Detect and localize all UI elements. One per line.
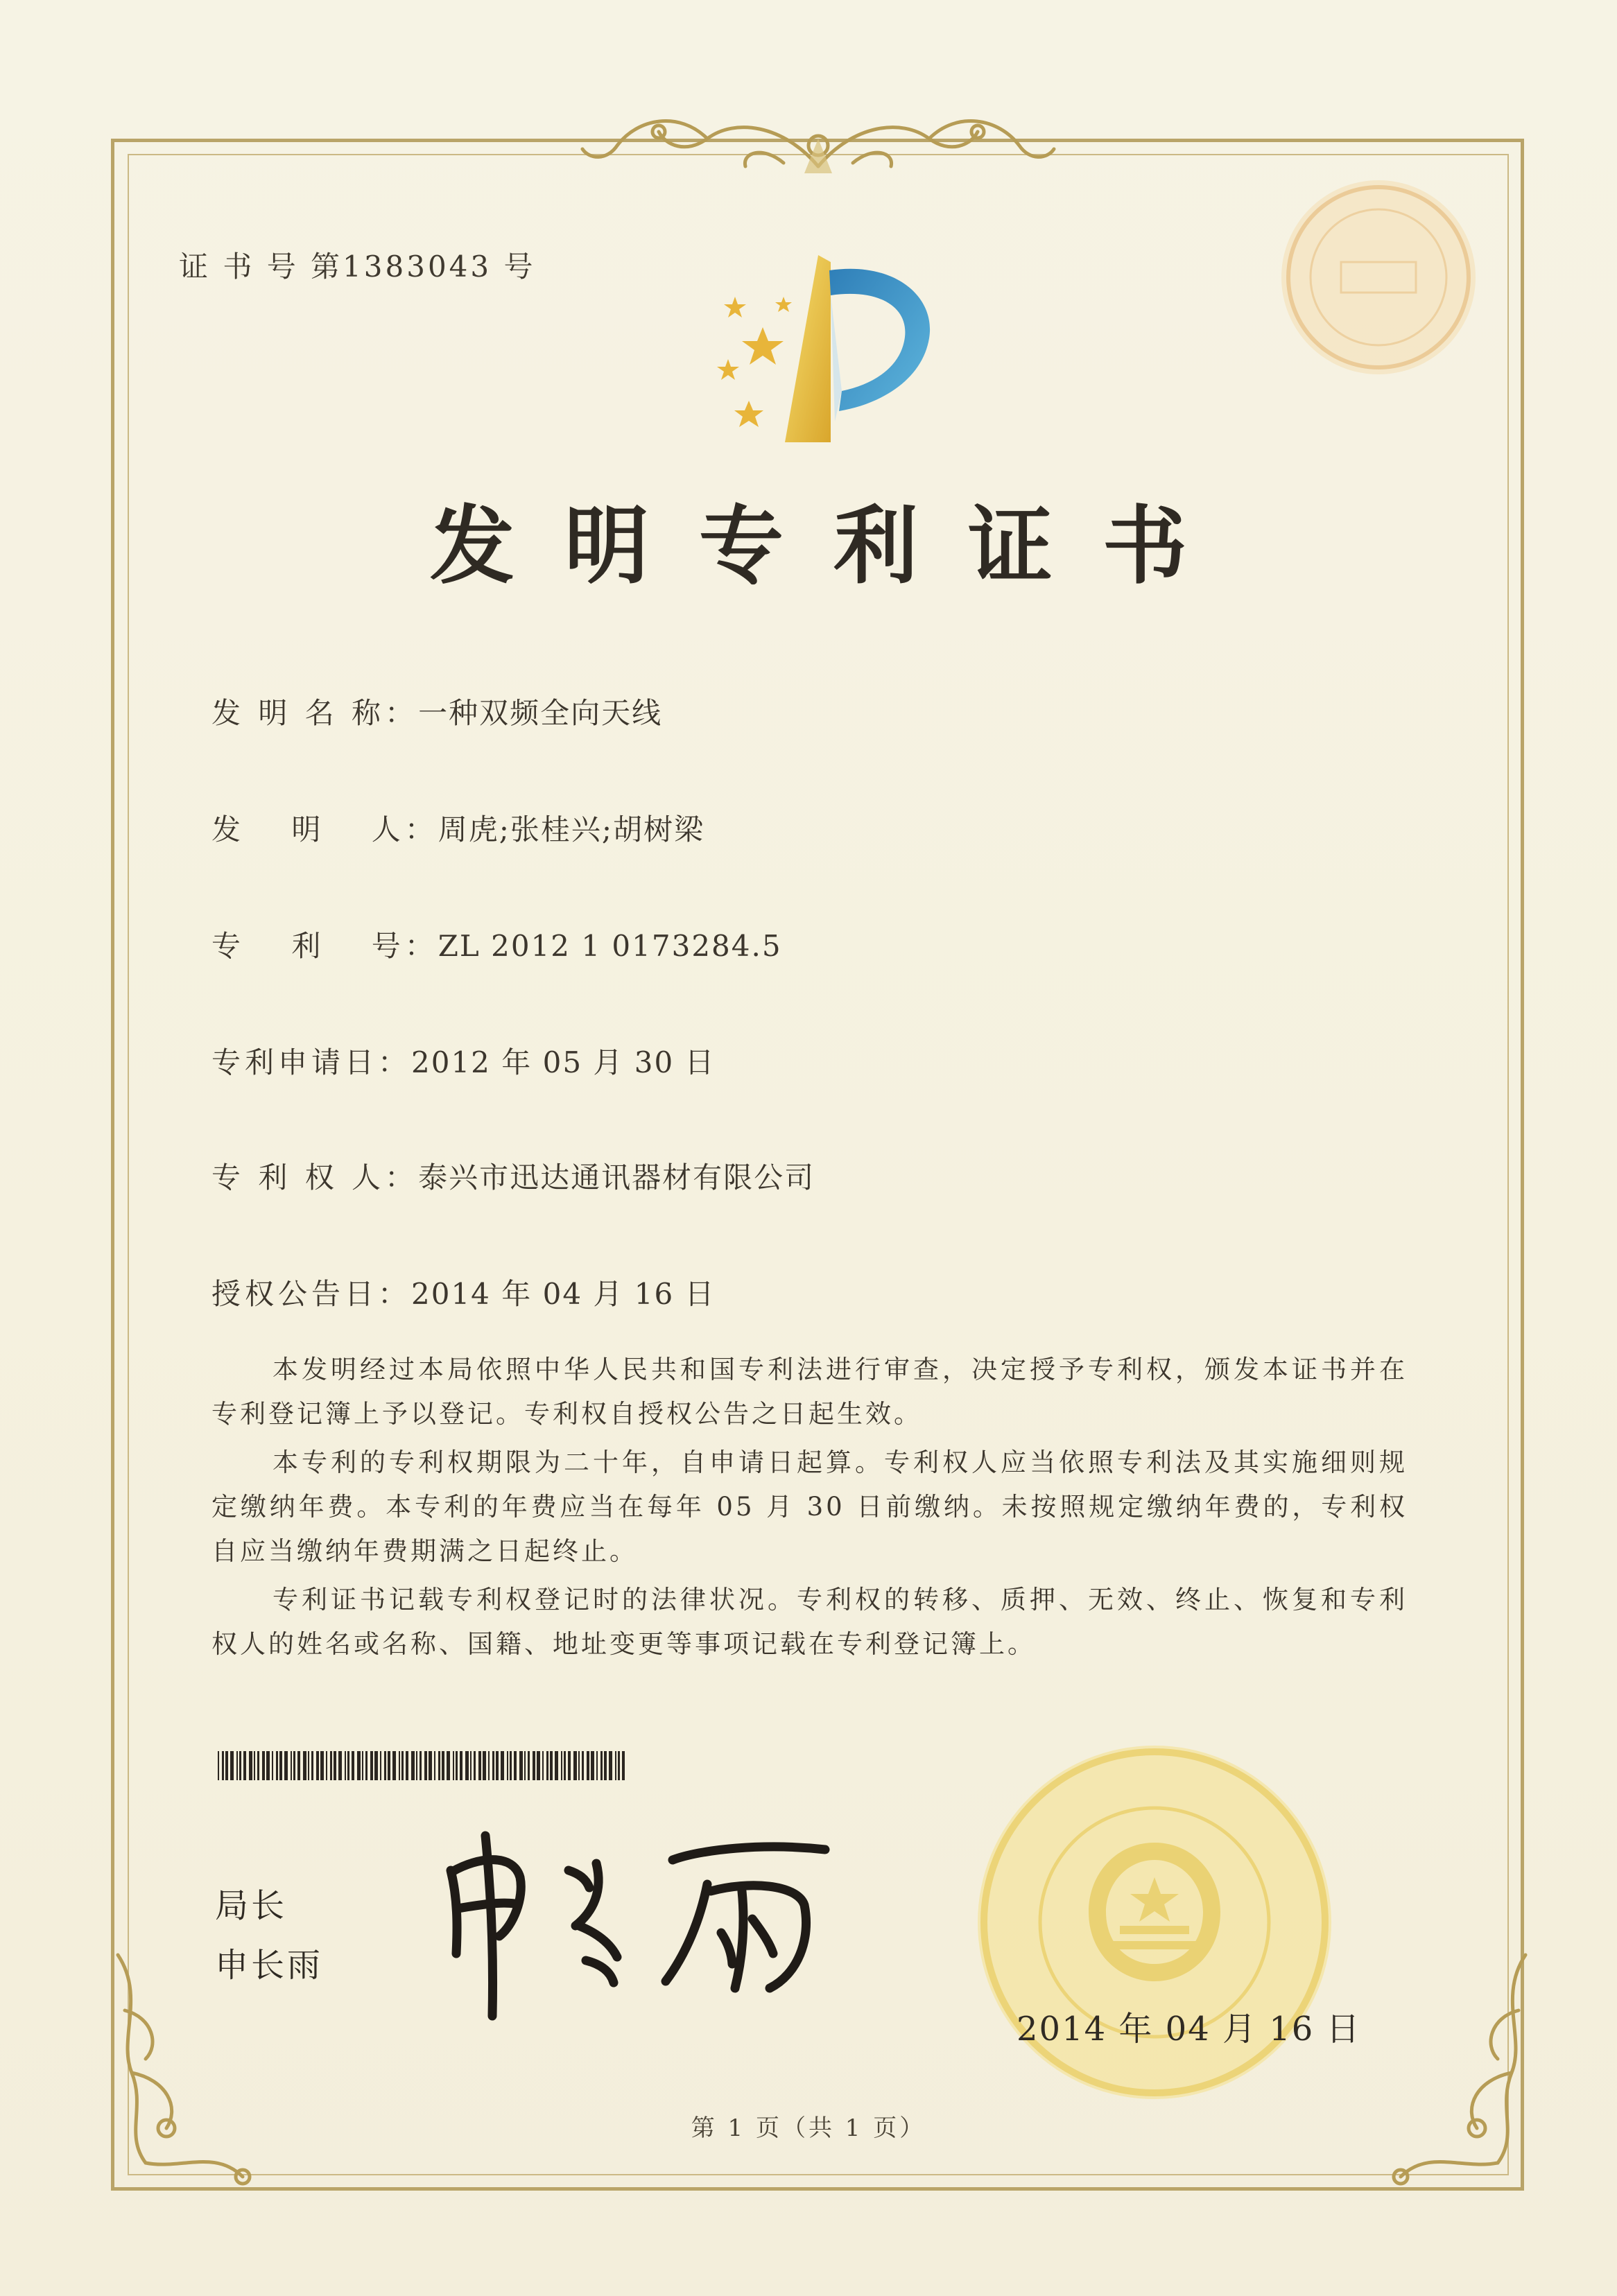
field-value: 泰兴市迅达通讯器材有限公司	[418, 1160, 815, 1194]
handwritten-signature-icon	[437, 1822, 853, 2030]
field-label: 发 明 名 称：	[211, 696, 419, 730]
barcode-icon	[218, 1751, 627, 1780]
field-value: 2014 年 04 月 16 日	[411, 1277, 716, 1311]
field-label: 授权公告日：	[211, 1277, 412, 1311]
field-label: 专利申请日：	[211, 1045, 412, 1079]
field-label: 专 利 权 人：	[211, 1160, 419, 1194]
signer-title: 局长	[215, 1886, 288, 1925]
bottom-right-ornament-icon	[1359, 1941, 1539, 2204]
field-value: 一种双频全向天线	[418, 696, 663, 730]
body-paragraph-1: 本发明经过本局依照中华人民共和国专利法进行审查，决定授予专利权，颁发本证书并在专利登记簿上予以登记。专利权自授权公告之日起生效。	[211, 1355, 1408, 1429]
issue-date: 2014 年 04 月 16 日	[1017, 2010, 1361, 2049]
page-number: 第 1 页（共 1 页）	[691, 2114, 926, 2142]
field-value: 2012 年 05 月 30 日	[411, 1045, 716, 1079]
top-right-seal-icon	[1274, 173, 1482, 381]
field-label: 发 明 人：	[211, 812, 438, 846]
signer-name: 申长雨	[215, 1946, 324, 1985]
field-invention-name	[211, 690, 662, 732]
cnipa-patent-logo-icon	[693, 255, 943, 449]
field-value: ZL 2012 1 0173284.5	[438, 929, 782, 963]
top-ornament-icon	[576, 97, 1061, 187]
field-patentee	[211, 1155, 815, 1197]
field-label: 专 利 号：	[211, 929, 438, 963]
body-paragraph-2: 本专利的专利权期限为二十年，自申请日起算。专利权人应当依照专利法及其实施细则规定缴纳年费。本专利的年费应当在每年 05 月 30 日前缴纳。未按照规定缴纳年费的，专利权自应当缴纳年费期满之日起终止。	[211, 1447, 1408, 1566]
body-paragraph-3: 专利证书记载专利权登记时的法律状况。专利权的转移、质押、无效、终止、恢复和专利权人的姓名或名称、国籍、地址变更等事项记载在专利登记簿上。	[211, 1585, 1408, 1659]
field-application-date	[211, 1040, 716, 1081]
certificate-number: 证 书 号 第1383043 号	[179, 250, 536, 284]
field-inventors	[211, 807, 704, 849]
document-title: 发明专利证书	[430, 497, 1237, 595]
field-patent-number	[211, 923, 782, 965]
state-ipo-seal-icon	[971, 1739, 1338, 2106]
field-grant-date	[211, 1271, 716, 1313]
field-value: 周虎;张桂兴;胡树梁	[438, 812, 705, 846]
